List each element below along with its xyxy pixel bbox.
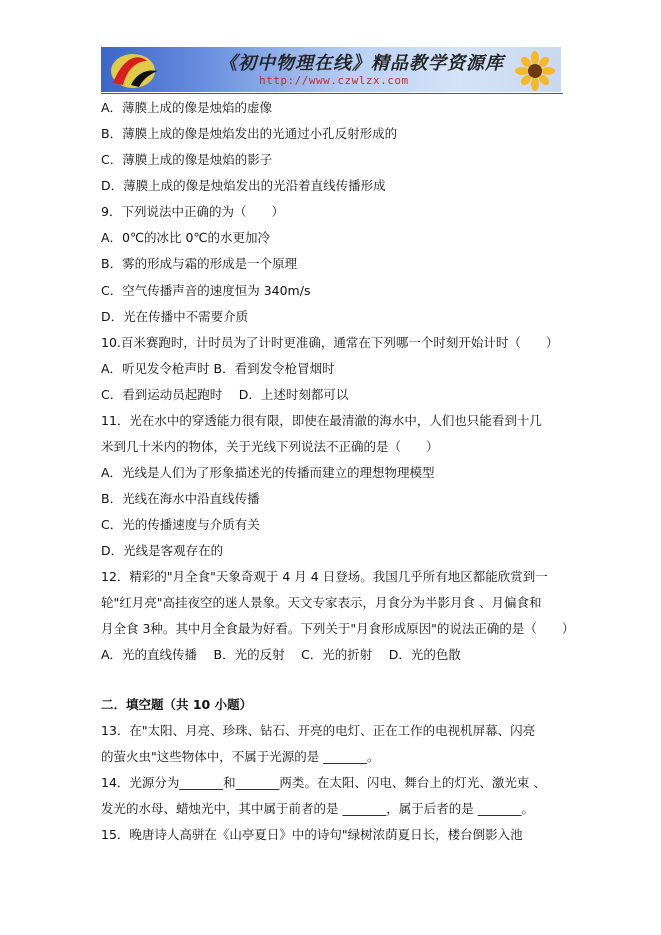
option-line: C．光的传播速度与介质有关	[101, 517, 260, 532]
logo-icon	[103, 47, 165, 92]
section-title: 二．填空题（共 10 小题）	[101, 697, 253, 712]
question-line: 月全食 3种。其中月全食最为好看。下列关于"月食形成原因"的说法正确的是（ ）	[101, 621, 575, 636]
option-line: A．光的直线传播 B．光的反射 C．光的折射 D．光的色散	[101, 647, 461, 662]
option-line: B．光线在海水中沿直线传播	[101, 491, 260, 506]
header-divider	[101, 93, 563, 94]
question-line: 13．在"太阳、月亮、珍珠、钻石、开亮的电灯、正在工作的电视机屏幕、闪亮	[101, 723, 536, 738]
option-line: D．薄膜上成的像是烛焰发出的光沿着直线传播形成	[101, 178, 386, 193]
question-line: 12．精彩的"月全食"天象奇观于 4 月 4 日登场。我国几乎所有地区都能欣赏到一	[101, 569, 548, 584]
option-line: C．薄膜上成的像是烛焰的影子	[101, 152, 273, 167]
banner-url[interactable]: http://www.czwlzx.com	[259, 74, 409, 87]
question-line: 发光的水母、蜡烛光中，其中属于前者的是 _______，属于后者的是 _______。	[101, 801, 534, 816]
question-line: 10.百米赛跑时，计时员为了计时更准确，通常在下列哪一个时刻开始计时（ ）	[101, 335, 559, 350]
option-line: C．看到运动员起跑时 D．上述时刻都可以	[101, 387, 349, 402]
banner-title: 《初中物理在线》精品教学资源库	[219, 53, 504, 74]
option-line: A．0℃的冰比 0℃的水更加冷	[101, 230, 271, 245]
question-line: 9．下列说法中正确的为（ ）	[101, 204, 284, 219]
question-line: 15．晚唐诗人高骈在《山亭夏日》中的诗句"绿树浓荫夏日长，楼台倒影入池	[101, 827, 523, 842]
question-line: 11．光在水中的穿透能力很有限，即使在最清澈的海水中，人们也只能看到十几	[101, 413, 542, 428]
option-line: B．薄膜上成的像是烛焰发出的光通过小孔反射形成的	[101, 126, 398, 141]
option-line: A．薄膜上成的像是烛焰的虚像	[101, 100, 273, 115]
question-line: 米到几十米内的物体，关于光线下列说法不正确的是（ ）	[101, 439, 439, 454]
option-line: B．雾的形成与霜的形成是一个原理	[101, 256, 298, 271]
option-line: D．光线是客观存在的	[101, 543, 224, 558]
header-banner	[101, 47, 561, 92]
option-line: A．听见发令枪声时 B．看到发令枪冒烟时	[101, 361, 335, 376]
option-line: D．光在传播中不需要介质	[101, 309, 249, 324]
sunflower-icon	[515, 51, 555, 91]
question-line: 轮"红月亮"高挂夜空的迷人景象。天文专家表示，月食分为半影月食 、月偏食和	[101, 595, 542, 610]
option-line: C．空气传播声音的速度恒为 340m/s	[101, 283, 311, 298]
question-line: 的萤火虫"这些物体中，不属于光源的是 _______。	[101, 749, 380, 764]
question-line: 14．光源分为_______和_______两类。在太阳、闪电、舞台上的灯光、激光束 、	[101, 775, 546, 790]
option-line: A．光线是人们为了形象描述光的传播而建立的理想物理模型	[101, 465, 435, 480]
